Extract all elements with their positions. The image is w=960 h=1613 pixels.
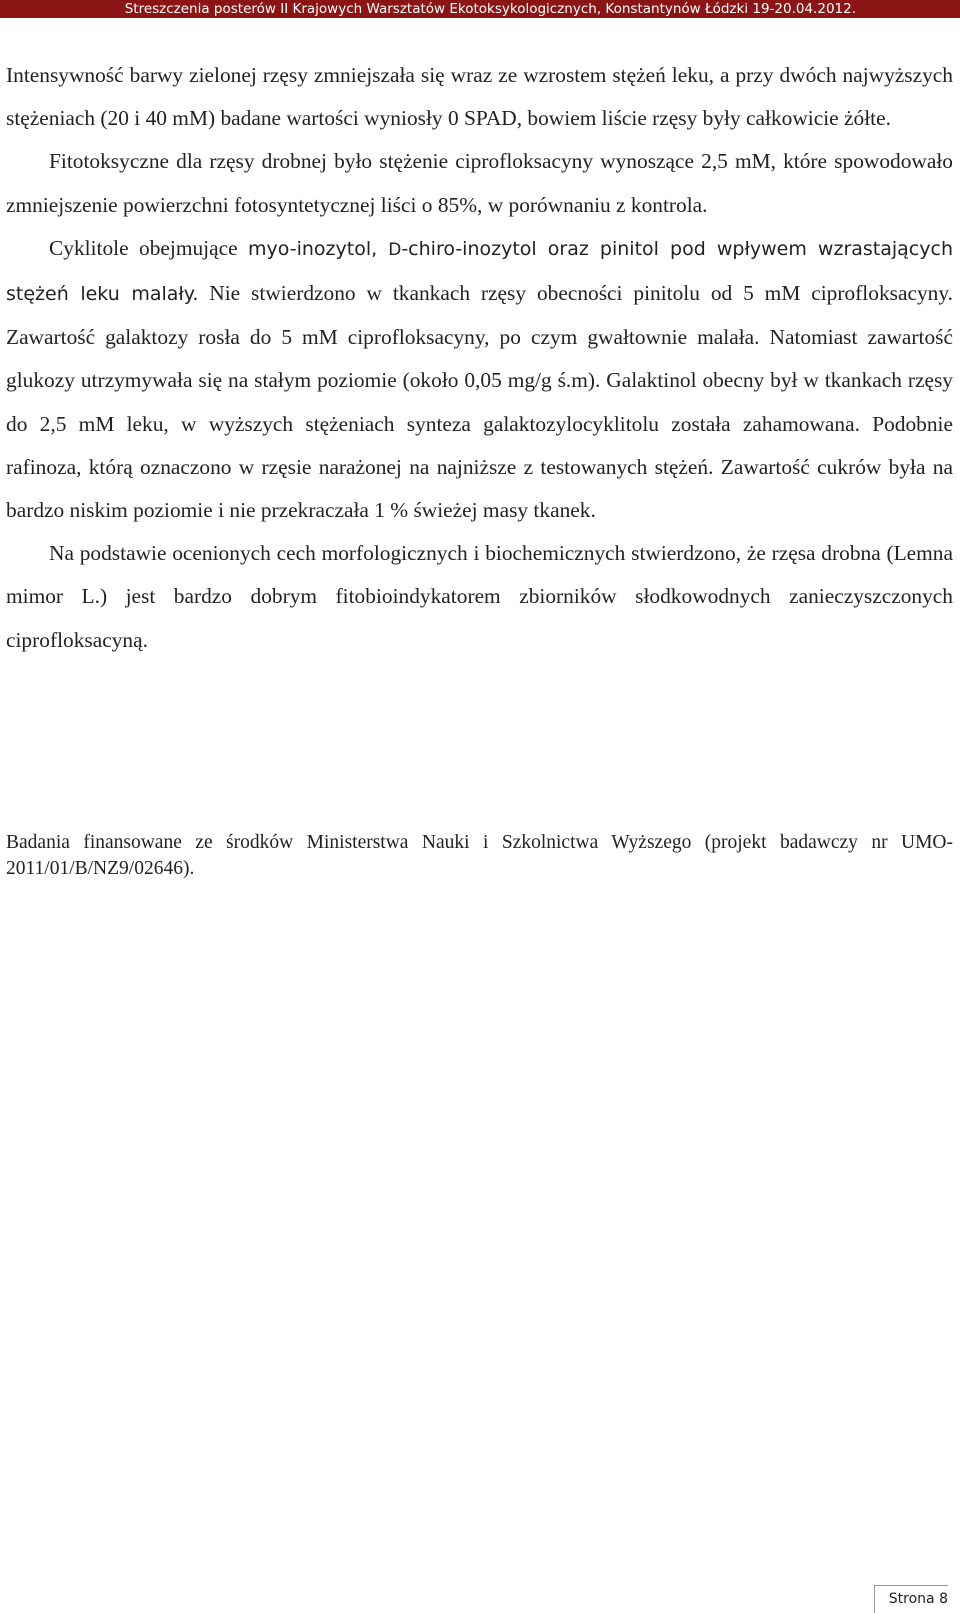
paragraph-cyclitols bbox=[6, 227, 953, 532]
paragraph-conclusion: Na podstawie ocenionych cech morfologicznych i biochemicznych stwierdzono, że rzęsa drobna (Lemna mimor L.) jest bardzo dobrym fitobioindykatorem zbiorników słodkowodnych zanieczyszczonych ciprofloksacyną. bbox=[6, 541, 953, 652]
cyclitols-text-b: -chiro-inozytol oraz pinitol pod wpływem wzrastających stężeń leku malały. bbox=[6, 237, 953, 306]
cyclitols-text-c: Nie stwierdzono w tkankach rzęsy obecności pinitolu od 5 mM ciprofloksacyny. Zawartość galaktozy rosła do 5 mM ciprofloksacyny, po czym gwałtownie malała. Natomiast zawartość glukozy utrzymywała się na stałym poziomie (około 0,05 mg/g ś.m). Galaktinol obecny był w tkankach rzęsy do 2,5 mM leku, w wyższych stężeniach synteza galaktozylocyklitolu została zahamowana. Podobnie rafinoza, którą oznaczono w rzęsie narażonej na najniższe z testowanych stężeń. Zawartość cukrów była na bardzo niskim poziomie i nie przekraczała 1 % świeżej masy tkanek. bbox=[6, 281, 953, 523]
myo-inositol-term: myo-inozytol, bbox=[248, 237, 389, 260]
page-number: Strona 8 bbox=[874, 1585, 948, 1613]
running-title: Streszczenia posterów II Krajowych Warsztatów Ekotoksykologicznych, Konstantynów Łódzki 19-20.04.2012. bbox=[124, 1, 856, 17]
main-text bbox=[6, 54, 953, 662]
cyclitols-text-a: Cyklitole obejmujące bbox=[49, 235, 248, 260]
d-prefix: D bbox=[388, 239, 402, 260]
paragraph-phytotoxicity: Fitotoksyczne dla rzęsy drobnej było stężenie ciprofloksacyny wynoszące 2,5 mM, które spowodowało zmniejszenie powierzchni fotosyntetycznej liści o 85%, w porównaniu z kontrola. bbox=[6, 149, 953, 217]
paragraph-leaf-color: Intensywność barwy zielonej rzęsy zmniejszała się wraz ze wzrostem stężeń leku, a przy dwóch najwyższych stężeniach (20 i 40 mM) badane wartości wyniosły 0 SPAD, bowiem liście rzęsy były całkowicie żółte. bbox=[6, 63, 953, 131]
funding-note: Badania finansowane ze środków Ministerstwa Nauki i Szkolnictwa Wyższego (projekt badawczy nr UMO-2011/01/B/NZ9/02646). bbox=[6, 832, 953, 879]
running-header bbox=[0, 0, 960, 18]
